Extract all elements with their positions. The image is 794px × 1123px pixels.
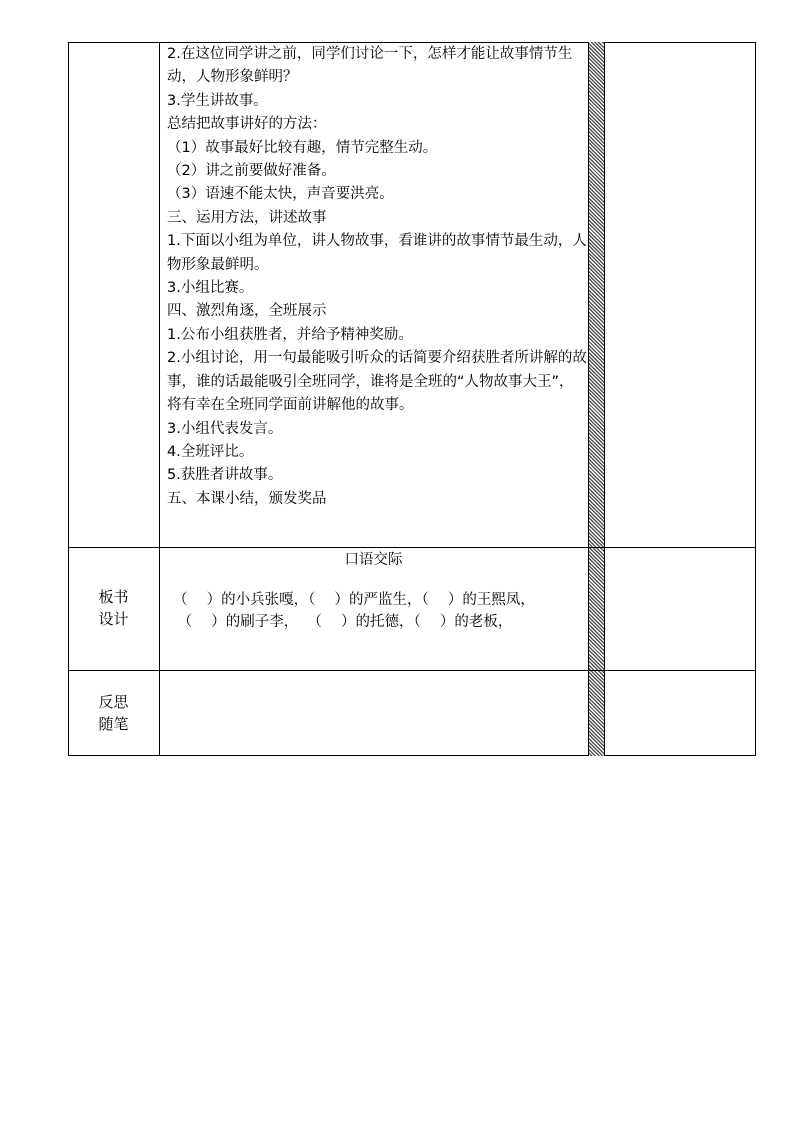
lesson-step: 5.获胜者讲故事。 xyxy=(167,467,283,484)
section-heading: 三、运用方法，讲述故事 xyxy=(167,209,327,226)
reflection-label xyxy=(68,691,159,735)
table-bottom-border xyxy=(68,755,756,756)
board-design-label-line2: 设计 xyxy=(98,610,129,628)
reflection-label-line2: 随笔 xyxy=(98,715,129,733)
board-design-label xyxy=(68,586,159,630)
board-design-line: （ ）的小兵张嘎，（ ）的严监生，（ ）的王熙凤， xyxy=(173,592,535,608)
lesson-step: 2.在这位同学讲之前，同学们讨论一下，怎样才能让故事情节生动，人物形象鲜明？ xyxy=(167,46,573,86)
lesson-step: 1.下面以小组为单位，讲人物故事，看谁讲的故事情节最生动，人物形象最鲜明。 xyxy=(167,233,587,273)
lesson-step: 3.小组比赛。 xyxy=(167,280,254,297)
lesson-step: （1）故事最好比较有趣，情节完整生动。 xyxy=(167,139,438,156)
lesson-step: 3.小组代表发言。 xyxy=(167,420,283,437)
lesson-step: （3）语速不能太快，声音要洪亮。 xyxy=(167,186,394,203)
board-design-label-line1: 板书 xyxy=(98,588,129,606)
lesson-step: 1.公布小组获胜者，并给予精神奖励。 xyxy=(167,326,413,343)
lesson-step: 2.小组讨论，用一句最能吸引听众的话简要介绍获胜者所讲解的故事，谁的话最能吸引全班同学，谁将是全班的“人物故事大王”，将有幸在全班同学面前讲解他的故事。 xyxy=(167,350,587,414)
board-design-line: （ ）的刷子李， （ ）的托德，（ ）的老板， xyxy=(173,614,513,630)
hatched-separator-column xyxy=(588,42,605,756)
board-design-title: 口语交际 xyxy=(344,552,403,568)
label-column-divider xyxy=(159,42,160,756)
lesson-step: 4.全班评比。 xyxy=(167,443,254,460)
teaching-process-cell xyxy=(167,43,587,511)
row-divider-reflection xyxy=(68,670,756,671)
section-heading: 四、激烈角逐，全班展示 xyxy=(167,303,327,320)
section-heading: 五、本课小结，颁发奖品 xyxy=(167,490,327,507)
table-left-border xyxy=(68,42,69,756)
lesson-step: 总结把故事讲好的方法： xyxy=(167,116,327,133)
reflection-label-line1: 反思 xyxy=(98,693,129,711)
lesson-plan-table xyxy=(68,42,756,756)
lesson-step: （2）讲之前要做好准备。 xyxy=(167,163,336,180)
table-right-border xyxy=(755,42,756,756)
lesson-step: 3.学生讲故事。 xyxy=(167,92,268,109)
